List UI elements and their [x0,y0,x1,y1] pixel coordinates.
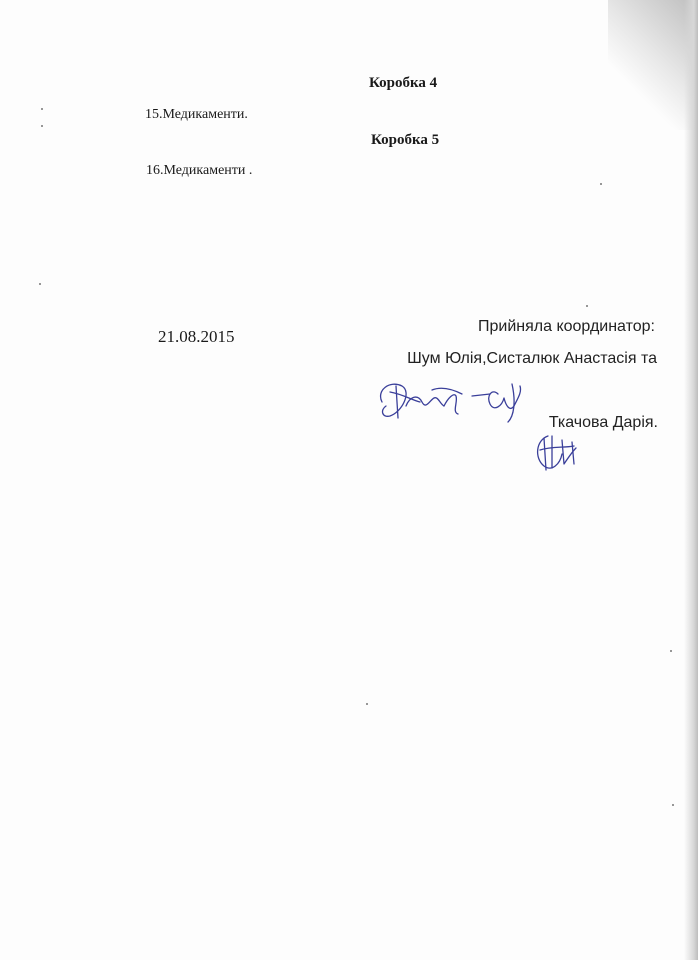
signature-handwritten-second [530,428,590,478]
box-4-heading: Коробка 4 [369,75,438,91]
box-4-item: 15.Медикаменти. [145,107,248,122]
document-date: 21.08.2015 [158,327,235,346]
accepted-by-label: Прийняла координатор: [477,318,655,335]
box-5-heading: Коробка 5 [371,132,440,148]
page-edge-shadow [684,0,698,960]
signature-handwritten-first [372,372,532,432]
accepted-by-names-line1: Шум Юлія,Систалюк Анастасія та [407,350,657,367]
accepted-by-names-line2: Ткачова Дарія. [548,414,658,431]
box-5-item: 16.Медикаменти . [146,163,253,178]
